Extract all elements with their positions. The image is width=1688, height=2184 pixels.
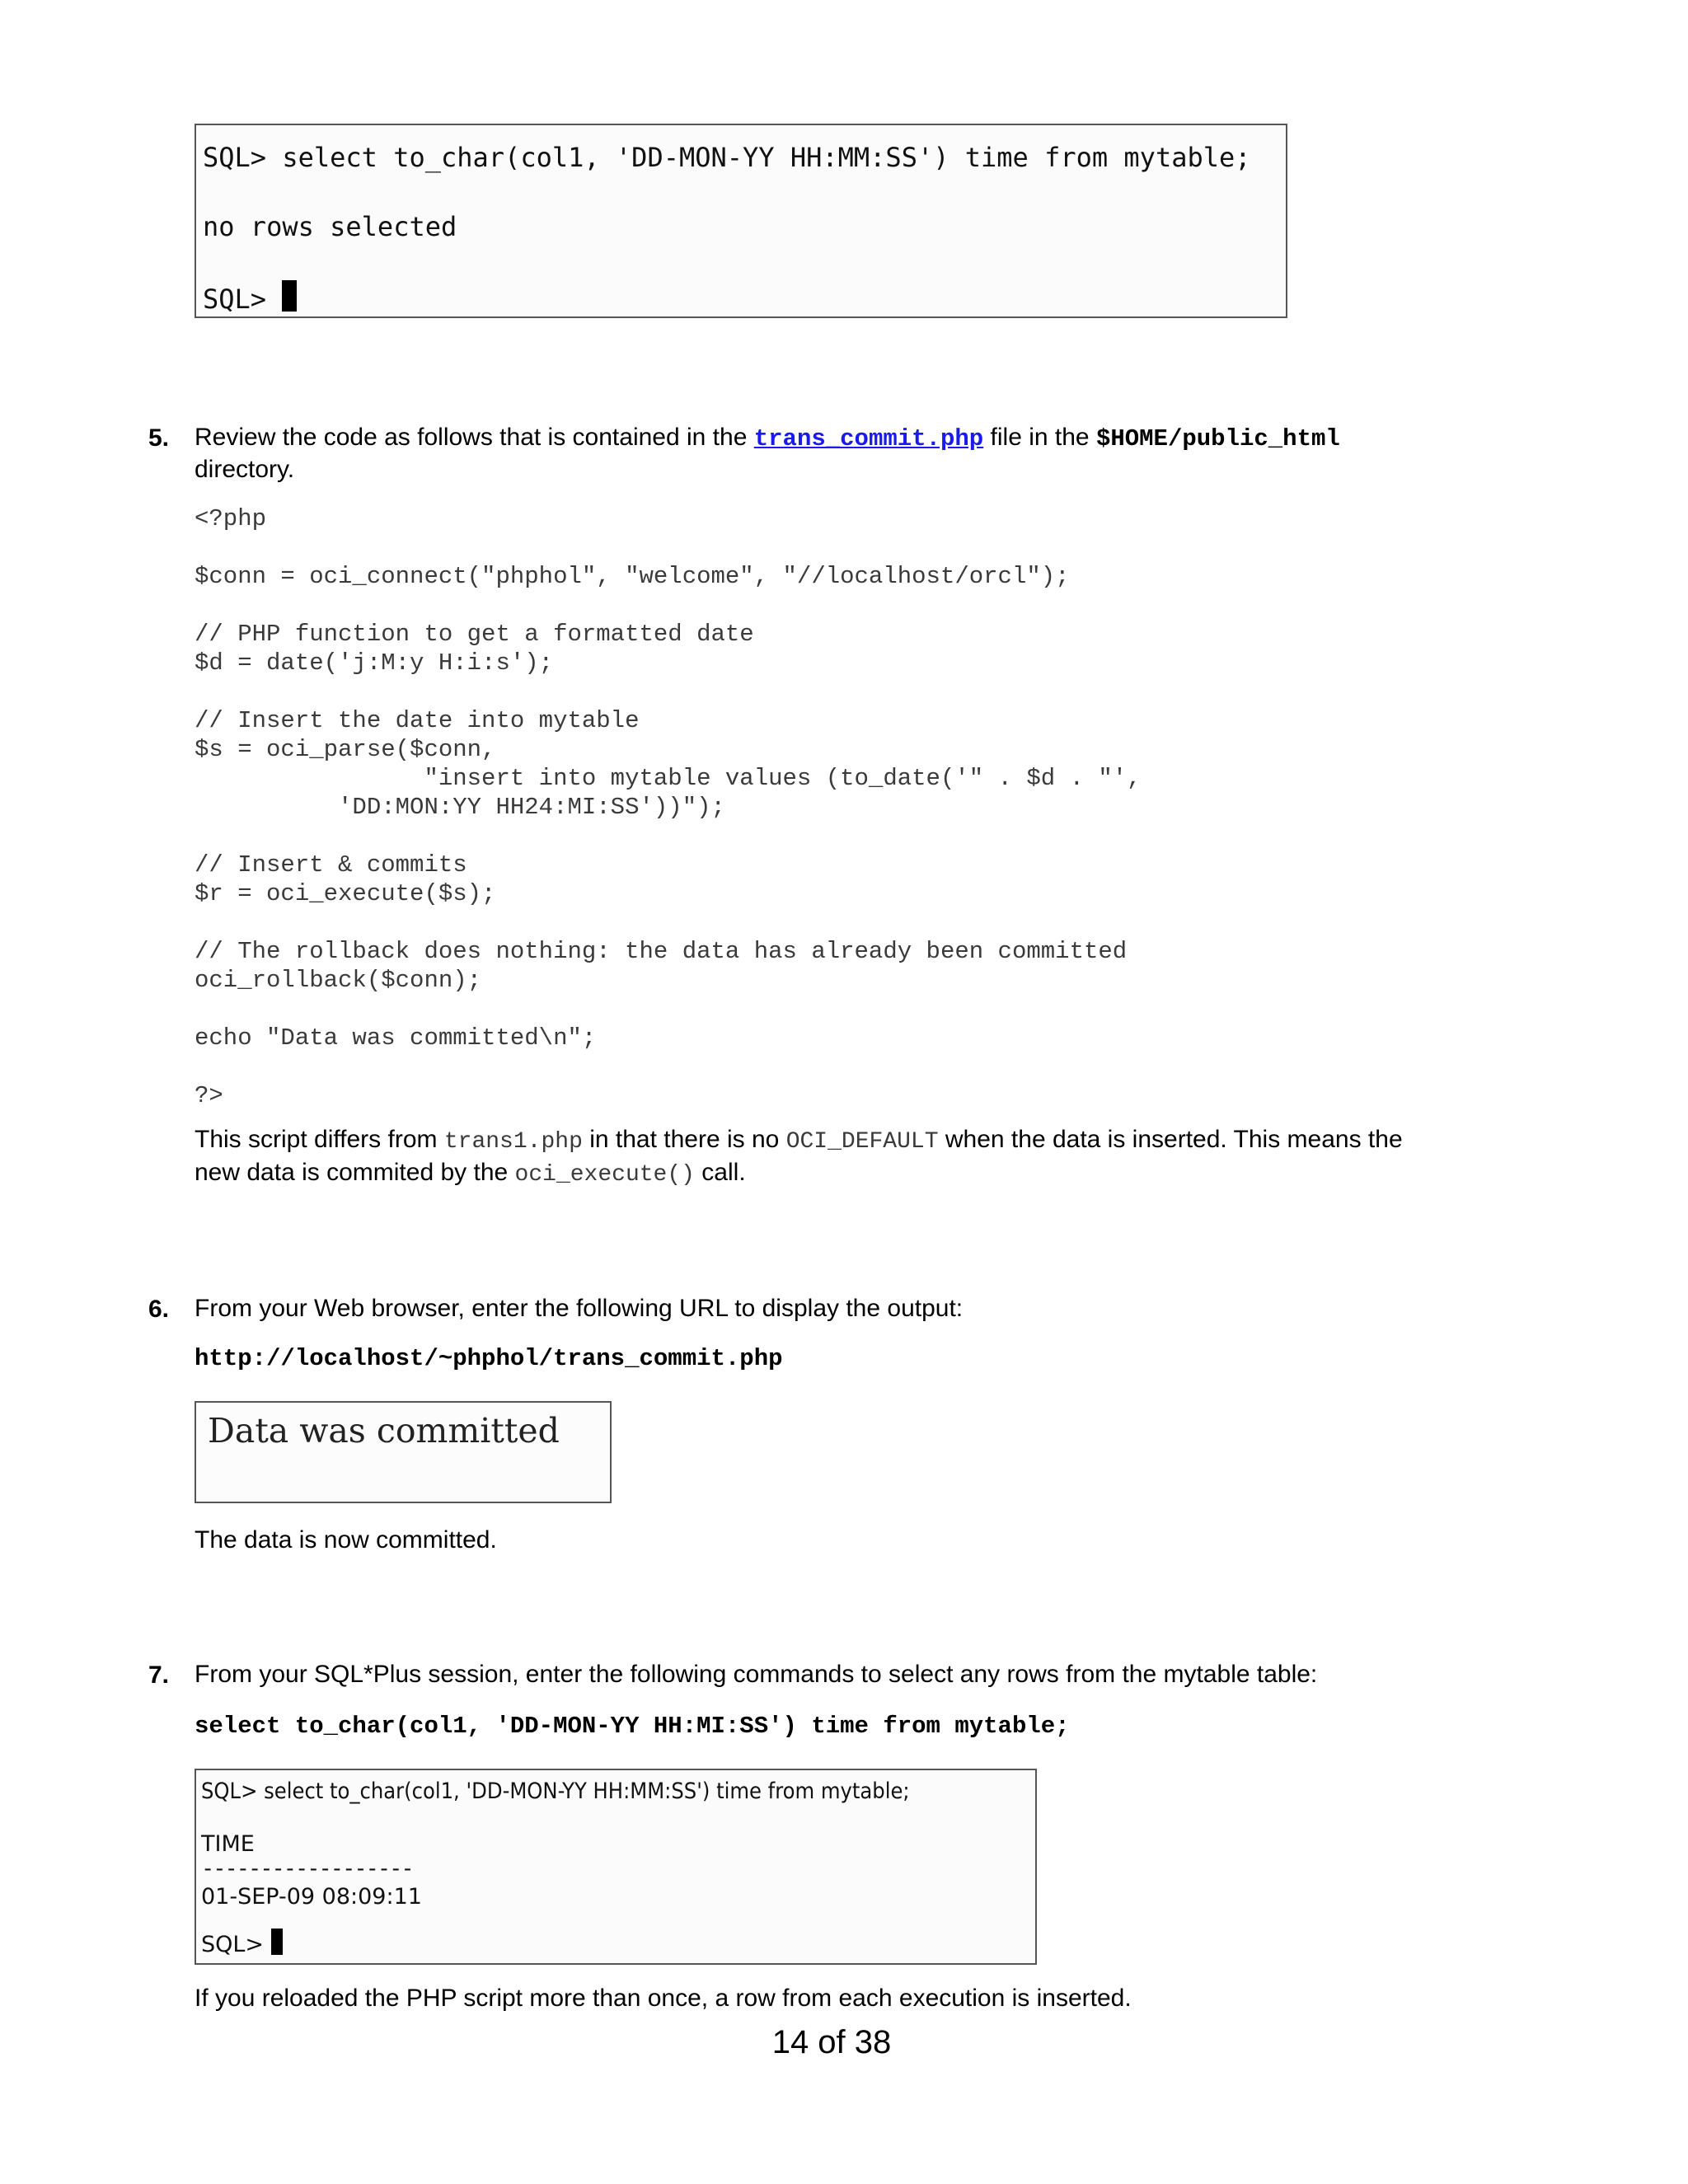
step7-result: If you reloaded the PHP script more than once, a row from each execution is inserted. [195, 1985, 1132, 2012]
code-line: // Insert the date into mytable [195, 707, 640, 734]
code-line: oci_rollback($conn); [195, 967, 482, 994]
code-line: <?php [195, 505, 267, 532]
code-line: $d = date('j:M:y H:i:s'); [195, 649, 554, 677]
step5-instruction [195, 422, 1480, 485]
terminal2-header: TIME [201, 1831, 255, 1857]
terminal-screenshot-time [195, 1769, 1037, 1965]
code-line [195, 677, 1142, 706]
step7-instruction: From your SQL*Plus session, enter the following commands to select any rows from the mytable table: [195, 1661, 1318, 1688]
page-number: 14 of 38 [771, 2024, 892, 2060]
home-path: $HOME/public_html [1095, 425, 1340, 452]
code-line [195, 533, 1142, 562]
trans-commit-link[interactable]: trans_commit.php [753, 425, 984, 452]
code-line [195, 1052, 1142, 1081]
code-line: echo "Data was committed\n"; [195, 1024, 597, 1052]
terminal2-prompt [201, 1929, 283, 1957]
code-line [195, 908, 1142, 937]
code-line [195, 995, 1142, 1024]
code-line: 'DD:MON:YY HH24:MI:SS'))"); [195, 794, 725, 821]
terminal-prompt-text: SQL> [203, 284, 267, 315]
step-number-7: 7. [148, 1661, 170, 1689]
explain-text-3: when the data is inserted. This means the [938, 1126, 1403, 1153]
terminal-line-query: SQL> select to_char(col1, 'DD-MON-YY HH:MM:SS') time from mytable; [203, 142, 1251, 173]
code-line: ?> [195, 1082, 223, 1109]
browser-output-box [195, 1401, 612, 1503]
php-code-block [195, 504, 1142, 1110]
explain-text-1: This script differs from [195, 1126, 444, 1153]
code-trans1: trans1.php [443, 1129, 583, 1155]
step6-instruction: From your Web browser, enter the following URL to display the output: [195, 1295, 964, 1322]
step5-text: Review the code as follows that is contained in the [195, 424, 754, 451]
code-line: $s = oci_parse($conn, [195, 736, 496, 763]
cursor-block [271, 1929, 283, 1955]
terminal-line-result: no rows selected [203, 211, 457, 242]
code-line: // Insert & commits [195, 851, 467, 879]
code-line [195, 822, 1142, 851]
terminal2-divider: ------------------ [201, 1856, 413, 1882]
terminal2-line-query: SQL> select to_char(col1, 'DD-MON-YY HH:MM:SS') time from mytable; [201, 1779, 910, 1804]
terminal-screenshot-no-rows [195, 124, 1287, 318]
code-line: "insert into mytable values (to_date('" . $d . "', [195, 765, 1142, 792]
step6-url: http://localhost/~phphol/trans_commit.php [195, 1345, 783, 1372]
code-oci-default: OCI_DEFAULT [785, 1129, 939, 1155]
code-line: // PHP function to get a formatted date [195, 621, 754, 648]
code-line: // The rollback does nothing: the data has already been committed [195, 938, 1128, 965]
step5-explanation [195, 1124, 1480, 1190]
explain-text-2: in that there is no [582, 1126, 786, 1153]
step-number-6: 6. [148, 1296, 170, 1323]
cursor-block [282, 280, 297, 312]
code-oci-execute: oci_execute() [514, 1162, 695, 1188]
step5-text-mid: file in the [983, 424, 1096, 451]
step5-text-end: directory. [195, 456, 295, 483]
browser-output-text: Data was committed [208, 1411, 560, 1451]
terminal2-row: 01-SEP-09 08:09:11 [201, 1884, 422, 1910]
terminal-prompt [203, 280, 297, 315]
explain-text-4: new data is commited by the [195, 1159, 515, 1186]
code-line: $r = oci_execute($s); [195, 880, 496, 907]
terminal2-prompt-text: SQL> [201, 1932, 265, 1957]
step-number-5: 5. [148, 424, 170, 452]
step6-result: The data is now committed. [195, 1526, 497, 1554]
code-line: $conn = oci_connect("phphol", "welcome", "//localhost/orcl"); [195, 563, 1070, 590]
code-line [195, 591, 1142, 620]
step7-command: select to_char(col1, 'DD-MON-YY HH:MI:SS') time from mytable; [195, 1713, 1070, 1740]
explain-text-5: call. [694, 1159, 746, 1186]
